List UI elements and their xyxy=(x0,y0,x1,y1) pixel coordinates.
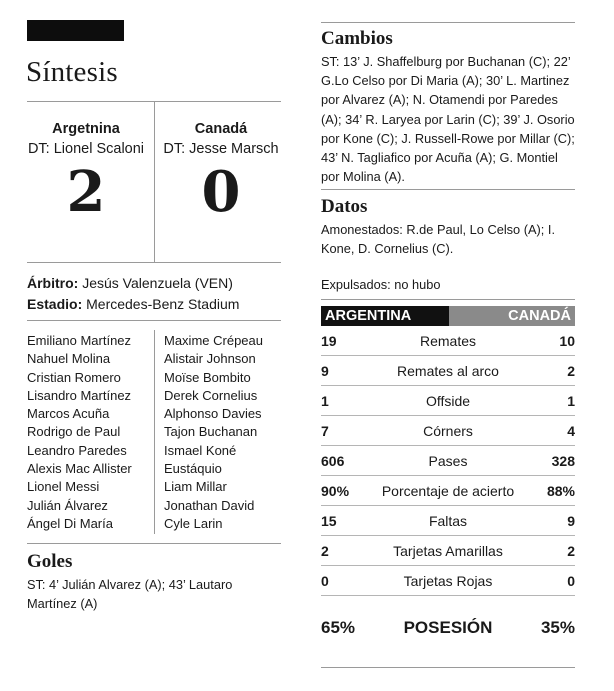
home-team-coach: DT: Lionel Scaloni xyxy=(27,141,145,157)
player-name: Eustáquio xyxy=(164,461,222,477)
stadium-value: Mercedes-Benz Stadium xyxy=(86,296,240,312)
player-name: Cristian Romero xyxy=(27,369,121,385)
player-name: Rodrigo de Paul xyxy=(27,424,121,440)
stat-label: Remates xyxy=(419,333,477,349)
player-name: Lionel Messi xyxy=(27,479,100,495)
stat-label: Remates al arco xyxy=(397,363,499,379)
player-name: Nahuel Molina xyxy=(27,351,111,367)
home-team-block xyxy=(22,120,150,225)
stadium-line xyxy=(27,295,239,313)
stat-label: Faltas xyxy=(428,513,468,529)
stat-label: Porcentaje de acierto xyxy=(381,483,515,499)
page-title: Síntesis xyxy=(26,56,118,88)
stat-away-value: 328 xyxy=(551,453,575,469)
stat-row xyxy=(321,356,575,386)
stat-away-value: 1 xyxy=(567,393,575,409)
stat-row xyxy=(321,446,575,476)
stat-away-value: 0 xyxy=(567,573,575,589)
away-team-score: 0 xyxy=(201,159,241,225)
player-name: Alexis Mac Allister xyxy=(27,461,132,477)
stats-away-label: CANADÁ xyxy=(449,306,575,326)
stat-label: Tarjetas Rojas xyxy=(403,573,493,589)
away-team-coach: DT: Jesse Marsch xyxy=(163,141,279,157)
stat-row xyxy=(321,536,575,566)
player-name: Cyle Larin xyxy=(164,515,223,531)
divider xyxy=(321,189,575,190)
player-name: Derek Cornelius xyxy=(164,387,258,403)
possession-row xyxy=(321,618,575,642)
player-name: Lisandro Martínez xyxy=(27,387,132,403)
team-divider xyxy=(154,102,155,262)
home-team-name: Argetnina xyxy=(52,121,120,137)
stat-away-value: 2 xyxy=(567,543,575,559)
stat-home-value: 1 xyxy=(321,393,329,409)
divider xyxy=(321,22,575,23)
stat-label: Pases xyxy=(428,453,468,469)
header-black-bar xyxy=(27,20,124,41)
player-name: Ismael Koné xyxy=(164,442,237,458)
stat-away-value: 88% xyxy=(546,483,575,499)
referee-line xyxy=(27,274,233,292)
stadium-label: Estadio: xyxy=(27,296,83,312)
referee-label: Árbitro: xyxy=(27,275,79,291)
away-roster xyxy=(164,332,263,533)
stat-row xyxy=(321,416,575,446)
stat-label: Tarjetas Amarillas xyxy=(393,543,503,559)
changes-heading: Cambios xyxy=(321,28,393,49)
stat-home-value: 7 xyxy=(321,423,329,439)
stat-away-value: 10 xyxy=(559,333,575,349)
stat-away-value: 2 xyxy=(567,363,575,379)
stats-home-label: ARGENTINA xyxy=(321,306,449,326)
row-divider xyxy=(321,595,575,596)
stat-home-value: 15 xyxy=(321,513,337,529)
stat-home-value: 2 xyxy=(321,543,329,559)
home-roster xyxy=(27,332,132,533)
divider xyxy=(27,543,281,544)
changes-text: ST: 13’ J. Shaffelburg por Buchanan (C); 22’ G.Lo Celso por Di Maria (A); 30’ L. Martinez por Alvarez (A); N. Otamendi por Paredes (A); 34’ R. Laryea por Larin (C); 39’ J. Osorio por Kone (C); J. Russell-Rowe por Millar (C); 43’ N. Tagliafico por Acuña (A); G. Montiel por Molina (A). xyxy=(321,54,575,185)
stat-home-value: 90% xyxy=(321,483,350,499)
player-name: Moïse Bombito xyxy=(164,369,251,385)
home-team-score: 2 xyxy=(66,159,106,225)
expelled-text: Expulsados: no hubo xyxy=(321,277,441,292)
stat-row xyxy=(321,566,575,596)
player-name: Marcos Acuña xyxy=(27,406,110,422)
possession-away: 35% xyxy=(540,618,575,637)
stat-home-value: 9 xyxy=(321,363,329,379)
away-team-block xyxy=(157,120,285,225)
possession-home: 65% xyxy=(321,618,356,637)
player-name: Alistair Johnson xyxy=(164,351,256,367)
player-name: Maxime Crépeau xyxy=(164,333,263,348)
divider xyxy=(27,320,281,321)
player-name: Liam Millar xyxy=(164,479,227,495)
stat-home-value: 606 xyxy=(321,453,345,469)
stat-home-value: 19 xyxy=(321,333,337,349)
stats-header xyxy=(321,306,575,326)
stat-row xyxy=(321,386,575,416)
stat-row xyxy=(321,476,575,506)
player-name: Alphonso Davies xyxy=(164,406,262,422)
stat-home-value: 0 xyxy=(321,573,329,589)
stat-row xyxy=(321,506,575,536)
player-name: Ángel Di María xyxy=(27,515,113,531)
stat-away-value: 9 xyxy=(567,513,575,529)
stat-away-value: 4 xyxy=(567,423,575,439)
divider xyxy=(321,299,575,300)
player-name: Julián Álvarez xyxy=(27,497,108,513)
player-name: Leandro Paredes xyxy=(27,442,127,458)
cautioned-text: Amonestados: R.de Paul, Lo Celso (A); I. Kone, D. Cornelius (C). xyxy=(321,222,556,257)
referee-value: Jesús Valenzuela (VEN) xyxy=(82,275,233,291)
player-name: Jonathan David xyxy=(164,497,255,513)
player-name: Emiliano Martínez xyxy=(27,333,132,348)
roster-divider xyxy=(154,330,155,534)
away-team-name: Canadá xyxy=(194,121,248,137)
possession-label: POSESIÓN xyxy=(403,618,493,637)
divider xyxy=(321,667,575,668)
divider xyxy=(27,262,281,263)
stat-label: Córners xyxy=(423,423,473,439)
datos-heading: Datos xyxy=(321,196,368,217)
player-name: Tajon Buchanan xyxy=(164,424,258,440)
goals-heading: Goles xyxy=(27,551,73,572)
stat-label: Offside xyxy=(425,393,471,409)
goals-text: ST: 4’ Julián Alvarez (A); 43’ Lautaro Martínez (A) xyxy=(27,577,233,612)
stat-row xyxy=(321,326,575,356)
